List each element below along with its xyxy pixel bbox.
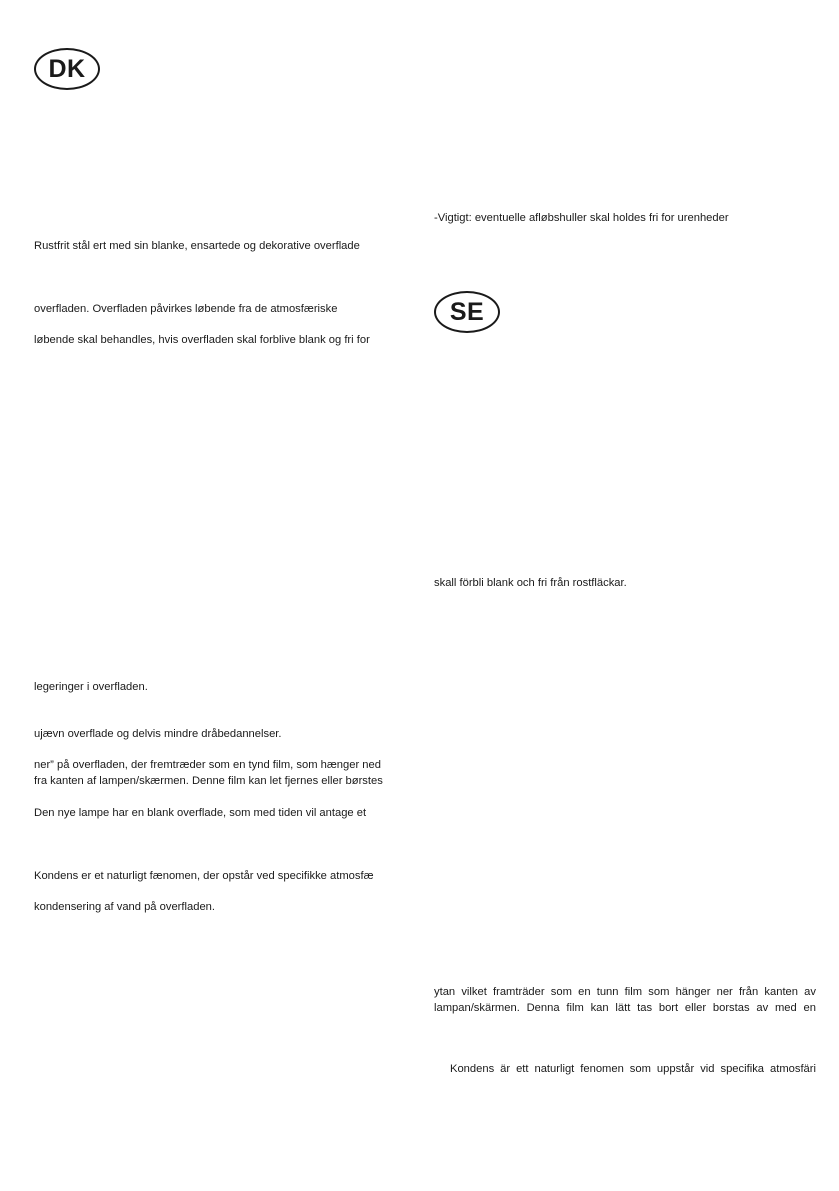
dk-text-line: løbende skal behandles, hvis overfladen skal forblive blank og fri for [34,334,370,346]
dk-important-note: -Vigtigt: eventuelle afløbshuller skal holdes fri for urenheder [434,212,729,224]
dk-text-line: fra kanten af lampen/skærmen. Denne film kan let fjernes eller børstes [34,775,383,787]
dk-text-line: Kondens er et naturligt fænomen, der opstår ved specifikke atmosfæ [34,870,374,882]
dk-text-line: Den nye lampe har en blank overflade, som med tiden vil antage et [34,807,367,819]
dk-text-line: ujævn overflade og delvis mindre dråbedannelser. [34,728,282,740]
se-text-line: ytan vilket framträder som en tunn film som hänger ner från kanten av [434,986,816,998]
se-text-line: Kondens är ett naturligt fenomen som uppstår vid specifika atmosfäri [450,1063,816,1075]
dk-text-line: overfladen. Overfladen påvirkes løbende fra de atmosfæriske [34,303,338,315]
dk-text-line: legeringer i overfladen. [34,681,148,693]
se-language-badge: SE [434,291,500,333]
se-text-line: lampan/skärmen. Denna film kan lätt tas bort eller borstas av med en [434,1002,816,1014]
dk-text-line: Rustfrit stål ert med sin blanke, ensartede og dekorative overflade [34,240,360,252]
dk-text-line: kondensering af vand på overfladen. [34,901,215,913]
dk-language-badge: DK [34,48,100,90]
se-text-line: skall förbli blank och fri från rostfläckar. [434,577,627,589]
dk-text-line: ner” på overfladen, der fremtræder som en tynd film, som hænger ned [34,759,381,771]
